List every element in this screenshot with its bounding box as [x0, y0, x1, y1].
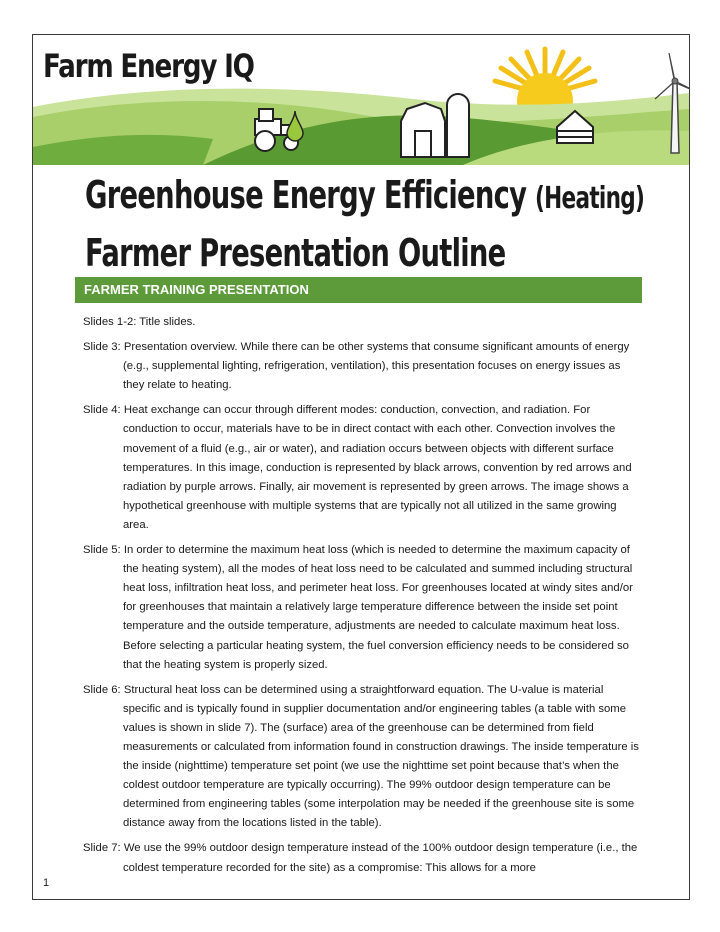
barn-icon — [401, 103, 445, 157]
header-banner — [33, 35, 689, 165]
silo-icon — [447, 94, 469, 157]
outline-paragraph: Slide 3: Presentation overview. While there can be other systems that consume significant amounts of energy (e.g., supplemental lighting, refrigeration, ventilation), this presentation focuses on energy issues as they relate to heating. — [83, 341, 630, 392]
page-number: 1 — [43, 877, 50, 889]
outline-content — [83, 313, 641, 884]
document-title — [85, 168, 644, 280]
outline-paragraph: Slide 4: Heat exchange can occur through different modes: conduction, convection, and radiation. For conduction to occur, materials have to be in direct contact with each other. Convection involves the movement of a fluid (e.g., air or water), and radiation occurs between objects with different surface temperatures. In this image, conduction is represented by black arrows, convention by red arrows and radiation by purple arrows. Finally, air movement is represented by green arrows. The image shows a hypothetical greenhouse with multiple systems that are typically not all utilized in the same growing area. — [83, 404, 632, 531]
outline-paragraph: Slides 1-2: Title slides. — [83, 316, 196, 328]
outline-paragraph: Slide 7: We use the 99% outdoor design temperature instead of the 100% outdoor design temperature (i.e., the coldest temperature recorded for the site) as a compromise: This allows for a more — [83, 842, 638, 874]
title-main: Greenhouse Energy Efficiency — [85, 173, 527, 217]
brand-logo-text: Farm Energy IQ — [43, 47, 254, 85]
title-line-2: Farmer Presentation Outline — [85, 231, 506, 275]
outline-paragraph: Slide 6: Structural heat loss can be determined using a straightforward equation. The U-value is material specific and is typically found in supplier documentation and/or engineering tables (a table with some values is shown in slide 7). The (surface) area of the greenhouse can be determined from field measurements or calculated from information found in construction drawings. The inside temperature is the inside (nighttime) temperature set point (we use the nighttime set point because that’s when the coldest outdoor temperature are typically occurring). The 99% outdoor design temperature can be determined from engineering tables (some interpolation may be needed if the greenhouse site is some distance away from the locations listed in the table). — [83, 683, 639, 830]
title-parenthetical: (Heating) — [535, 181, 645, 216]
outline-paragraph: Slide 5: In order to determine the maximum heat loss (which is needed to determine the maximum capacity of the heating system), all the modes of heat loss need to be calculated and summed including structural heat loss, infiltration heat loss, and perimeter heat loss. For greenhouses located at windy sites and/or for greenhouses that maintain a relatively large temperature difference between the inside set point temperature and the outside temperature, adjustments are needed to calculate maximum heat loss. Before selecting a particular heating system, the fuel conversion efficiency needs to be considered so that the heating system is properly sized. — [83, 544, 633, 671]
page-frame — [32, 34, 690, 900]
title-line-1 — [85, 168, 644, 226]
section-header-bar: FARMER TRAINING PRESENTATION — [75, 277, 642, 303]
